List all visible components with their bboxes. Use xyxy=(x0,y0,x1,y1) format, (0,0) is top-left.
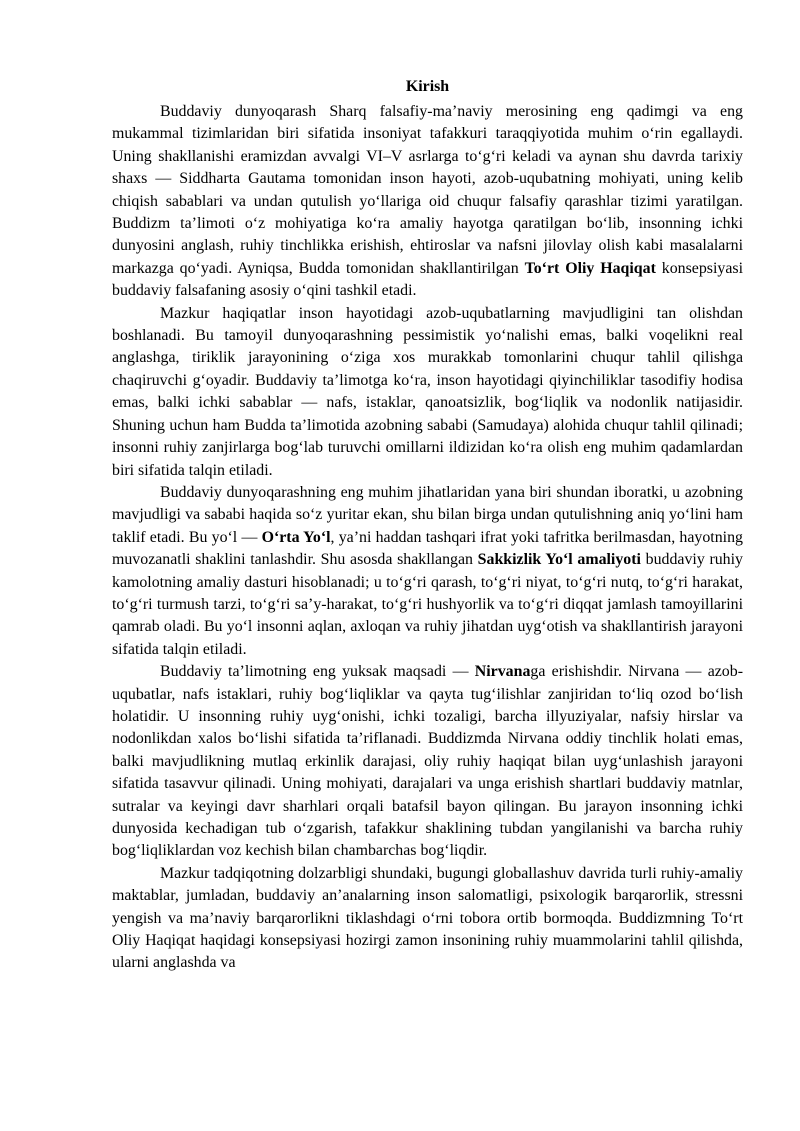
bold-term-eightfold-path: Sakkizlik Yo‘l amaliyoti xyxy=(477,551,641,569)
paragraph-text: Buddaviy dunyoqarash Sharq falsafiy-ma’naviy merosining eng qadimgi va eng mukammal tizimlaridan biri sifatida insoniyat tafakkuri taraqqiyotida muhim o‘rin egallaydi. Uning shakllanishi eramizdan avvalgi VI–V asrlarga to‘g‘ri keladi va aynan shu davrda tarixiy shaxs — Siddharta Gautama tomonidan inson hayoti, azob-uqubatning mohiyati, uning kelib chiqish sabablari va undan qutulish yo‘llariga oid chuqur falsafiy qarashlar tizimi yaratilgan. Buddizm ta’limoti o‘z mohiyatiga ko‘ra amaliy hayotga qaratilgan bo‘lib, insonning ichki dunyosini anglash, ruhiy tinchlikka erishish, ehtiroslar va nafsni jilovlay olish kabi masalalarni markazga qo‘yadi. Ayniqsa, Budda tomonidan shakllantirilgan xyxy=(112,103,743,277)
bold-term-four-noble-truths: To‘rt Oliy Haqiqat xyxy=(524,259,656,277)
bold-term-nirvana: Nirvana xyxy=(474,663,531,681)
section-title: Kirish xyxy=(405,78,450,95)
paragraph-1 xyxy=(112,101,743,303)
paragraph-2: Mazkur haqiqatlar inson hayotidagi azob-uqubatlarning mavjudligini tan olishdan boshlanadi. Bu tamoyil dunyoqarashning pessimistik yo‘nalishi emas, balki voqelikni real anglashga, tiriklik jarayonining o‘ziga xos murakkab tomonlarini chuqur tahlil qilishga chaqiruvchi g‘oyadir. Buddaviy ta’limotga ko‘ra, inson hayotidagi qiyinchiliklar tasodifiy hodisa emas, balki ichki sabablar — nafs, istaklar, qanoatsizlik, bog‘liqlik va nodonlik natijasidir. Shuning uchun ham Budda ta’limotida azobning sababi (Samudaya) alohida chuqur tahlil qilinadi; insonni ruhiy zanjirlarga bog‘lab turuvchi omillarni ildizidan ko‘ra olish eng muhim qadamlardan biri sifatida talqin etiladi. xyxy=(112,304,743,479)
paragraph-4 xyxy=(112,661,743,863)
paragraph-5: Mazkur tadqiqotning dolzarbligi shundaki, bugungi globallashuv davrida turli ruhiy-amaliy maktablar, jumladan, buddaviy an’analarning inson salomatligi, psixologik barqarorlik, stressni yengish va ma’naviy barqarorlikni tiklashdagi o‘rni tobora ortib bormoqda. Buddizmning To‘rt Oliy Haqiqat haqidagi konsepsiyasi hozirgi zamon insonining ruhiy muammolarini tahlil qilishda, ularni anglashda va xyxy=(112,864,743,972)
bold-term-middle-way: O‘rta Yo‘l xyxy=(261,528,331,546)
paragraph-text: buddaviy ruhiy kamolotning amaliy dasturi hisoblanadi; u to‘g‘ri qarash, to‘g‘ri niyat, to‘g‘ri nutq, to‘g‘ri harakat, to‘g‘ri turmush tarzi, to‘g‘ri sa’y-harakat, to‘g‘ri hushyorlik va to‘g‘ri diqqat jamlash tamoyillarini qamrab oladi. Bu yo‘l insonni aqlan, axloqan va ruhiy jihatdan uyg‘otish va shakllantirish jarayoni sifatida talqin etiladi. xyxy=(112,551,743,658)
paragraph-text: , ya’ni haddan tashqari ifrat yoki tafritka berilmasdan, hayotning muvozanatli shaklini tanlashdir. Shu asosda shakllangan xyxy=(112,528,743,569)
paragraph-text: Buddaviy ta’limotning eng yuksak maqsadi — xyxy=(160,663,475,681)
paragraph-text: Buddaviy dunyoqarashning eng muhim jihatlaridan yana biri shundan iboratki, u azobning mavjudligi va sababi haqida so‘z yuritar ekan, shu bilan birga undan qutulishning aniq yo‘lini ham taklif etadi. Bu yo‘l — xyxy=(112,483,743,546)
paragraph-text: ga erishishdir. Nirvana — azob-uqubatlar, nafs istaklari, ruhiy bog‘liqliklar va qayta tug‘ilishlar zanjiridan to‘liq ozod bo‘lish holatidir. U insonning ruhiy uyg‘onishi, ichki tozaligi, barcha illyuziyalar, nafsiy hirslar va nodonlikdan xalos bo‘lishi sifatida ta’riflanadi. Buddizmda Nirvana oddiy tinchlik holati emas, balki mavjudlikning mutlaq erkinlik darajasi, oliy ruhiy haqiqat bilan uyg‘unlashish jarayoni sifatida tasavvur qilinadi. Uning mohiyati, darajalari va unga erishish shartlari buddaviy matnlar, sutralar va keyingi davr sharhlari orqali batafsil bayon qilingan. Bu jarayon insonning ichki dunyosida kechadigan tub o‘zgarish, tafakkur shaklining tubdan yangilanishi va barcha ruhiy bog‘liqliklardan voz kechish bilan chambarchas bog‘liqdir. xyxy=(112,663,743,860)
paragraph-text: konsepsiyasi buddaviy falsafaning asosiy o‘qini tashkil etadi. xyxy=(112,259,744,300)
paragraph-3 xyxy=(112,482,743,661)
